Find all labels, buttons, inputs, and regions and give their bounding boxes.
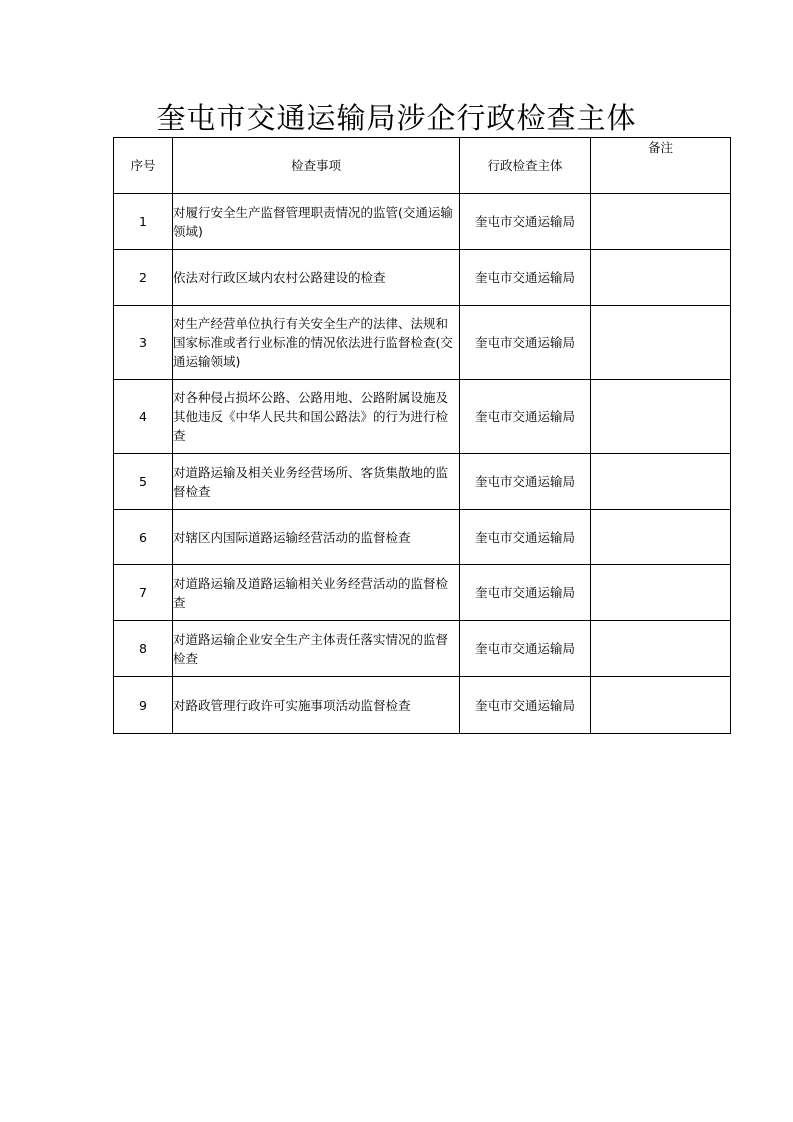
table-row (114, 194, 731, 250)
table-row (114, 621, 731, 677)
table-header-row (114, 138, 731, 194)
row-item: 对辖区内国际道路运输经营活动的监督检查 (173, 510, 460, 565)
row-subject: 奎屯市交通运输局 (460, 380, 591, 454)
row-number: 9 (114, 677, 173, 734)
row-item: 对道路运输及道路运输相关业务经营活动的监督检查 (173, 565, 460, 621)
table-row (114, 380, 731, 454)
table-row (114, 306, 731, 380)
row-item: 对各种侵占损坏公路、公路用地、公路附属设施及其他违反《中华人民共和国公路法》的行为进行检查 (173, 380, 460, 454)
row-number: 5 (114, 454, 173, 510)
row-subject: 奎屯市交通运输局 (460, 454, 591, 510)
header-number: 序号 (114, 138, 173, 194)
table-row (114, 510, 731, 565)
page-title: 奎屯市交通运输局涉企行政检查主体 (156, 101, 637, 135)
row-item: 对道路运输企业安全生产主体责任落实情况的监督检查 (173, 621, 460, 677)
table-row (114, 565, 731, 621)
row-remark (591, 194, 731, 250)
row-number: 3 (114, 306, 173, 380)
row-item: 对生产经营单位执行有关安全生产的法律、法规和国家标准或者行业标准的情况依法进行监督检查(交通运输领域) (173, 306, 460, 380)
row-number: 7 (114, 565, 173, 621)
row-number: 1 (114, 194, 173, 250)
row-number: 8 (114, 621, 173, 677)
row-subject: 奎屯市交通运输局 (460, 677, 591, 734)
header-remark: 备注 (591, 138, 731, 194)
row-subject: 奎屯市交通运输局 (460, 194, 591, 250)
row-item: 对履行安全生产监督管理职责情况的监管(交通运输领域) (173, 194, 460, 250)
table-row (114, 454, 731, 510)
row-remark (591, 380, 731, 454)
row-number: 2 (114, 250, 173, 306)
row-number: 4 (114, 380, 173, 454)
table-row (114, 250, 731, 306)
row-subject: 奎屯市交通运输局 (460, 510, 591, 565)
row-subject: 奎屯市交通运输局 (460, 621, 591, 677)
row-item: 依法对行政区域内农村公路建设的检查 (173, 250, 460, 306)
row-item: 对道路运输及相关业务经营场所、客货集散地的监督检查 (173, 454, 460, 510)
row-remark (591, 565, 731, 621)
row-remark (591, 454, 731, 510)
row-subject: 奎屯市交通运输局 (460, 306, 591, 380)
table-row (114, 677, 731, 734)
row-remark (591, 621, 731, 677)
row-item: 对路政管理行政许可实施事项活动监督检查 (173, 677, 460, 734)
row-number: 6 (114, 510, 173, 565)
inspection-subject-table (113, 137, 731, 734)
row-remark (591, 306, 731, 380)
row-subject: 奎屯市交通运输局 (460, 565, 591, 621)
row-remark (591, 250, 731, 306)
header-item: 检查事项 (173, 138, 460, 194)
header-subject: 行政检查主体 (460, 138, 591, 194)
row-subject: 奎屯市交通运输局 (460, 250, 591, 306)
row-remark (591, 510, 731, 565)
row-remark (591, 677, 731, 734)
